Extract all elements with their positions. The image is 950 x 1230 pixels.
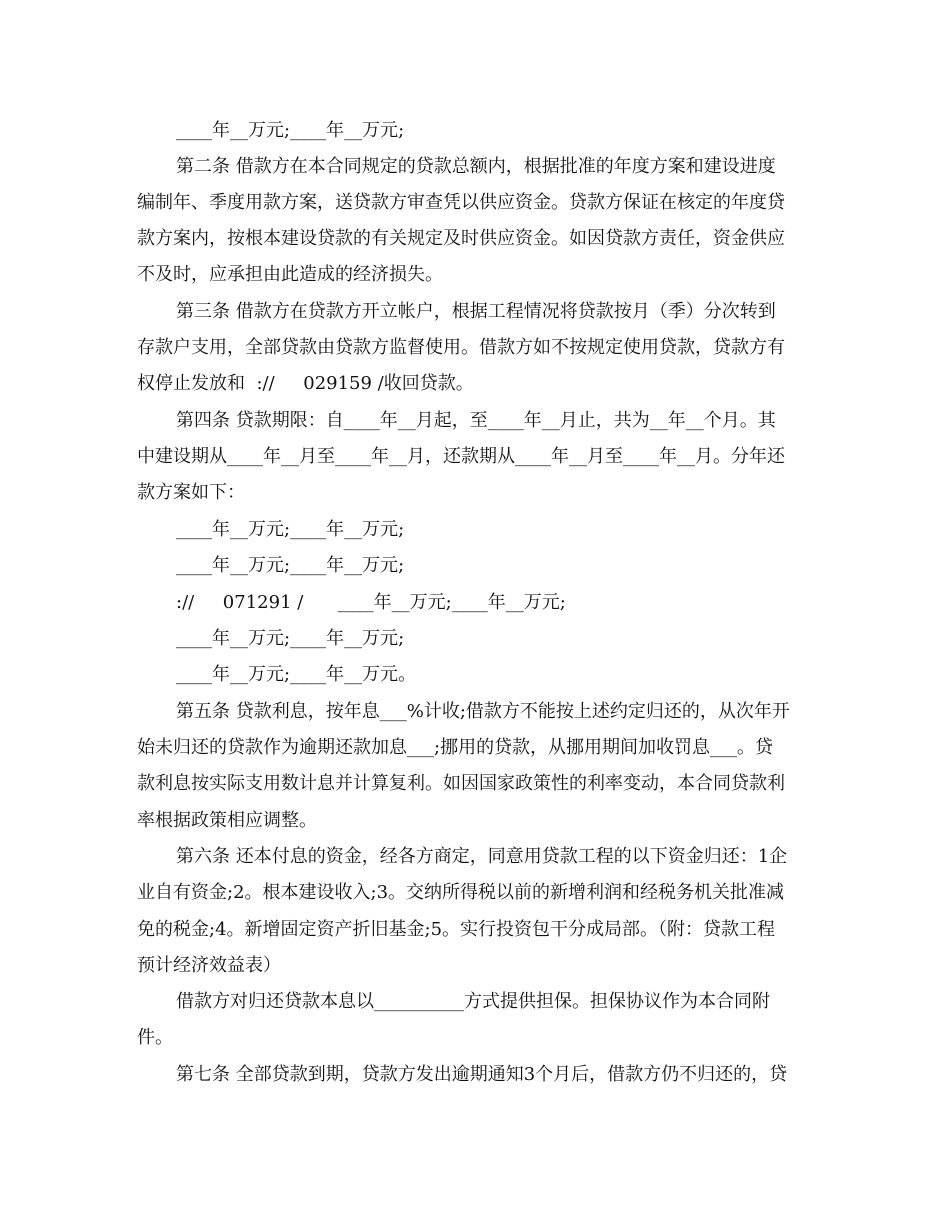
paragraph-line: ____年__万元;____年__万元; [176,628,405,649]
paragraph-line: ____年__万元;____年__万元; [176,120,405,141]
paragraph-line: 免的税金;4。新增固定资产折旧基金;5。实行投资包干分成局部。（附：贷款工程 [137,919,776,940]
paragraph-line: 第六条 还本付息的资金，经各方商定，同意用贷款工程的以下资金归还：1企 [176,846,788,867]
paragraph-line: ____年__万元;____年__万元; [176,519,405,540]
paragraph-line: ____年__万元;____年__万元; [176,555,405,576]
paragraph-line: 中建设期从____年__月至____年__月，还款期从____年__月至____年__月。分年还 [137,446,785,467]
paragraph-line: 业自有资金;2。根本建设收入;3。交纳所得税以前的新增利润和经税务机关批准减 [137,882,785,903]
paragraph-line: 第五条 贷款利息，按年息___%计收;借款方不能按上述约定归还的，从次年开 [176,701,790,722]
paragraph-line: 借款方对归还贷款本息以__________方式提供担保。担保协议作为本合同附 [176,991,770,1012]
paragraph-line: 预计经济效益表） [137,955,281,976]
paragraph-line: 第七条 全部贷款到期，贷款方发出逾期通知3个月后，借款方仍不归还的，贷 [176,1064,788,1085]
paragraph-line: 第二条 借款方在本合同规定的贷款总额内，根据批准的年度方案和建设进度 [176,156,776,177]
paragraph-line: 第四条 贷款期限：自____年__月起，至____年__月止，共为__年__个月。其 [176,410,776,431]
paragraph-line: ____年__万元;____年__万元。 [176,664,417,685]
paragraph-line: 第三条 借款方在贷款方开立帐户，根据工程情况将贷款按月（季）分次转到 [176,301,776,322]
paragraph-line: 不及时，应承担由此造成的经济损失。 [137,264,443,285]
paragraph-line: 始未归还的贷款作为逾期还款加息___;挪用的贷款，从挪用期间加收罚息___。贷 [137,737,774,758]
paragraph-line: :// 071291 / ____年__万元;____年__万元; [176,592,566,613]
paragraph-line: 款方案如下： [137,482,245,503]
paragraph-line: 件。 [137,1027,173,1048]
paragraph-line: 率根据政策相应调整。 [137,810,317,831]
paragraph-line: 款利息按实际支用数计息并计算复利。如因国家政策性的利率变动，本合同贷款利 [137,773,785,794]
paragraph-line: 编制年、季度用款方案，送贷款方审查凭以供应资金。贷款方保证在核定的年度贷 [137,192,785,213]
paragraph-line: 存款户支用，全部贷款由贷款方监督使用。借款方如不按规定使用贷款，贷款方有 [137,337,785,358]
paragraph-line: 权停止发放和 :// 029159 /收回贷款。 [137,373,474,394]
paragraph-line: 款方案内，按根本建设贷款的有关规定及时供应资金。如因贷款方责任，资金供应 [137,228,785,249]
